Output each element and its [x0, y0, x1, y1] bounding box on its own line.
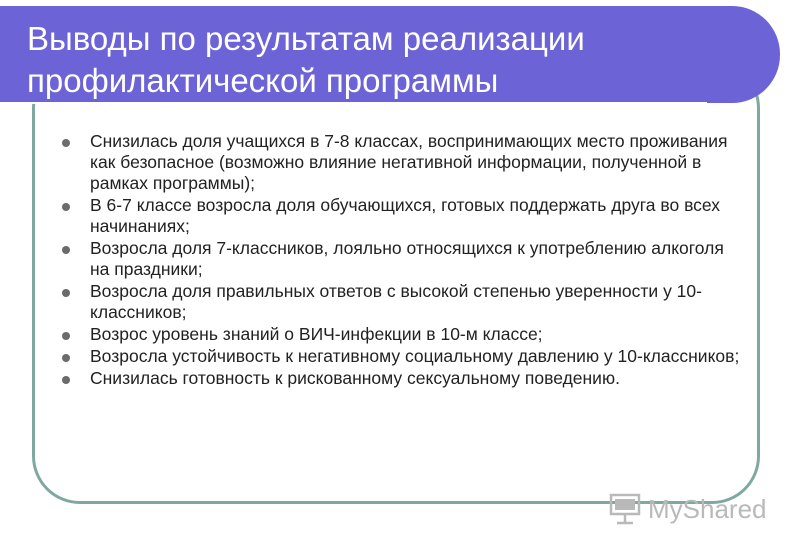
bullet-text: Возросла доля правильных ответов с высокой степенью уверенности у 10-классников; — [90, 281, 702, 322]
slide-title-line-1: Выводы по результатам реализации — [27, 20, 585, 57]
slide-title-line-2: профилактической программы — [27, 62, 499, 99]
bullet-item — [60, 324, 740, 345]
bullet-dot-icon — [62, 139, 70, 147]
bullet-list — [60, 131, 740, 390]
presentation-board-icon — [608, 492, 642, 526]
bullet-item — [60, 131, 740, 194]
watermark — [608, 491, 767, 527]
bullet-dot-icon — [62, 246, 70, 254]
title-bar — [0, 6, 780, 103]
bullet-dot-icon — [62, 203, 70, 211]
bullet-text: В 6-7 классе возросла доля обучающихся, готовых поддержать друга во всех начинаниях; — [90, 195, 721, 236]
bullet-dot-icon — [62, 289, 70, 297]
title-underline — [0, 102, 707, 104]
watermark-text: MyShared — [648, 493, 767, 524]
bullet-text: Возрос уровень знаний о ВИЧ-инфекции в 10-м классе; — [90, 324, 543, 344]
bullet-text: Снизилась готовность к рискованному сексуальному поведению. — [90, 368, 620, 388]
bullet-item — [60, 368, 740, 389]
bullet-item — [60, 238, 740, 280]
slide-title — [27, 18, 727, 102]
bullet-text: Возросла устойчивость к негативному социальному давлению у 10-классников; — [90, 346, 740, 366]
bullet-dot-icon — [62, 376, 70, 384]
bullet-item — [60, 195, 740, 237]
bullet-item — [60, 281, 740, 323]
bullet-dot-icon — [62, 332, 70, 340]
bullet-text: Возросла доля 7-классников, лояльно относящихся к употреблению алкоголя на праздники; — [90, 238, 724, 279]
bullet-item — [60, 346, 740, 367]
bullet-text: Снизилась доля учащихся в 7-8 классах, воспринимающих место проживания как безопасное (возможно влияние негативной информации, полученной в рамках программы); — [90, 131, 728, 193]
bullet-dot-icon — [62, 354, 70, 362]
